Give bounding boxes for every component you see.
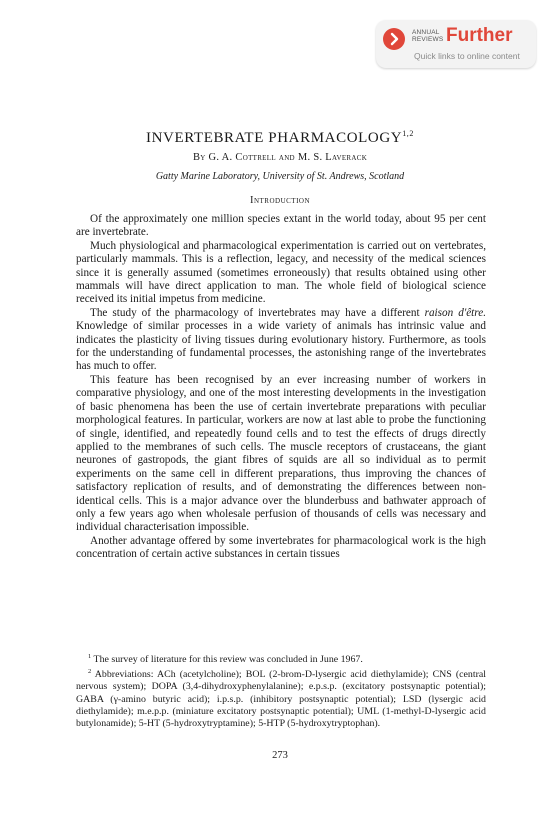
page-number: 273 xyxy=(272,750,288,761)
body-paragraph: Another advantage offered by some invertebrates for pharmacological work is the high concentration of certain active substances in certain tissues xyxy=(76,534,486,561)
footnotes xyxy=(76,651,486,730)
paragraph-text: The study of the pharmacology of invertebrates may have a different xyxy=(90,306,425,319)
body-paragraph: Of the approximately one million species extant in the world today, about 95 per cent are invertebrate. xyxy=(76,213,486,239)
title-footnote-marks: 1,2 xyxy=(402,129,414,138)
annual-reviews-logo xyxy=(412,29,443,43)
footnote-mark: 1 xyxy=(88,653,92,660)
article-authors: By G. A. Cottrell and M. S. Laverack xyxy=(192,152,368,163)
chevron-right-icon xyxy=(383,28,405,50)
footnote-text: Abbreviations: ACh (acetylcholine); BOL (2-brom-D-lysergic acid diethylamide); CNS (central nervous system); DOPA (3,4-dihydroxyphenylalanine); e.p.s.p. (excitatory postsynaptic potential); GABA (γ-amino butyric acid); i.p.s.p. (inhibitory postsynaptic potential); LSD (lysergic acid diethylamide); m.e.p.p. (miniature excitatory postsynaptic potential); UML (1-methyl-D-lysergic acid butylonamide); 5-HT (5-hydroxytryptamine); 5-HTP (5-hydroxytryptophan). xyxy=(76,669,486,730)
further-tagline: Quick links to online content xyxy=(414,51,520,61)
publisher-line-1: ANNUAL xyxy=(412,29,440,36)
paragraph-text: Knowledge of similar processes in a wide variety of animals has intrinsic value and indicates the plasticity of living tissues during evolutionary history. Furthermore, as tools for the understanding of fundamental processes, the astonishing range of the invertebrates has much to offer. xyxy=(76,320,486,373)
footnote xyxy=(76,666,486,730)
title-text: INVERTEBRATE PHARMACOLOGY xyxy=(146,130,403,146)
further-brand: Further xyxy=(446,25,513,46)
body-paragraph: This feature has been recognised by an ever increasing number of workers in comparative physiology, and one of the most interesting developments in the investigation of basic phenomena has been the use of certain invertebrate preparations with peculiar morphological features. In particular, workers are now at last able to probe the functioning of single, identified, and repeatedly found cells and to test the effects of drugs directly applied to the membranes of such cells. The muscle receptors of crustaceans, the giant neurones of gastropods, the giant fibres of squids are all so individual as to permit experiments on the same cell in different preparations, thus improving the chances of satisfactory replication of results, and of demonstrating the differences between non-identical cells. This is a major advance over the blunderbuss and bathwater approach of only a few years ago when wholesale perfusion of thousands of cells was necessary and individual characterisation impossible. xyxy=(76,373,486,534)
body-paragraph xyxy=(76,307,486,374)
footnote xyxy=(76,651,486,666)
footnote-mark: 2 xyxy=(88,668,92,676)
body-paragraph: Much physiological and pharmacological experimentation is carried out on vertebrates, particularly mammals. This is a reflection, legacy, and necessity of the medical sciences since it is generally assumed (sometimes erroneously) that results obtained using other mammals will have direct application to man. The whole field of biological science received its initial impetus from medicine. xyxy=(76,239,486,306)
article-title xyxy=(0,124,560,148)
italic-phrase: raison d'être. xyxy=(424,306,486,319)
article-affiliation: Gatty Marine Laboratory, University of St. Andrews, Scotland xyxy=(155,171,405,182)
publisher-line-2: REVIEWS xyxy=(412,36,444,43)
footnote-text: The survey of literature for this review was concluded in June 1967. xyxy=(91,654,363,665)
section-heading: Introduction xyxy=(249,195,311,206)
further-links-banner[interactable] xyxy=(376,20,536,68)
article-body xyxy=(76,213,486,562)
